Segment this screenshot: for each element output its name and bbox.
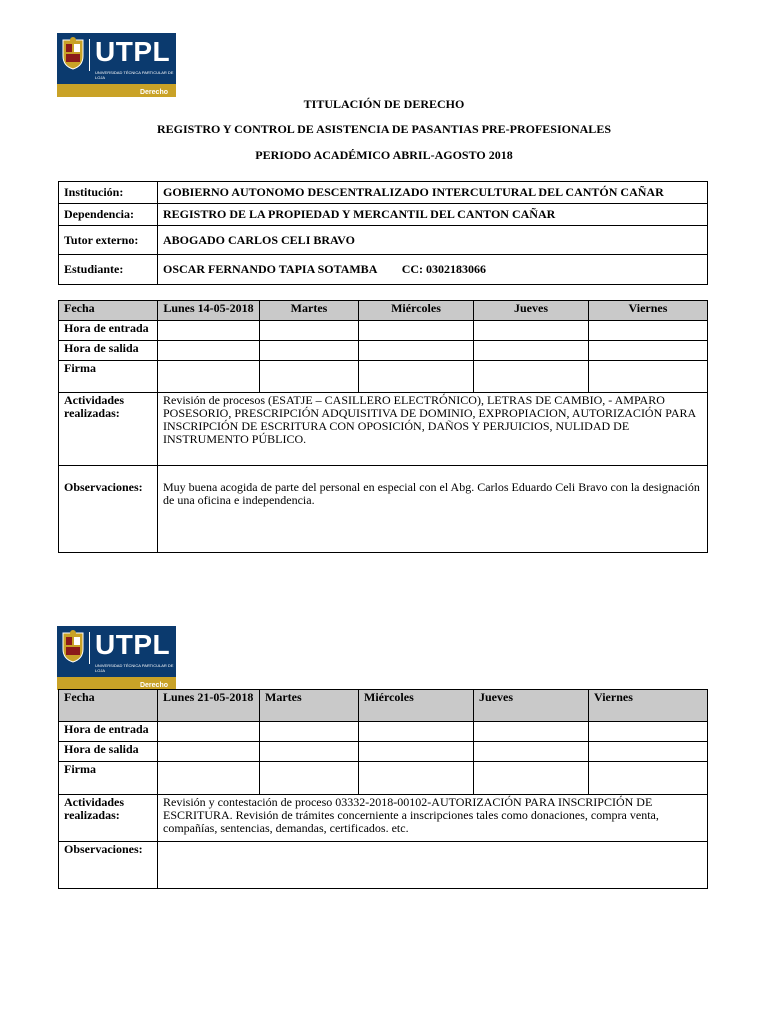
firma-cell	[260, 361, 359, 393]
entrada-label: Hora de entrada	[59, 321, 158, 341]
salida-cell	[474, 742, 589, 762]
student-info-table	[58, 181, 708, 285]
tutor-label: Tutor externo:	[59, 226, 158, 255]
firma-cell	[158, 762, 260, 795]
logo-divider	[89, 39, 90, 71]
salida-cell	[260, 742, 359, 762]
utpl-logo	[57, 626, 176, 690]
logo-brand: UTPL	[95, 629, 171, 660]
day-header: Martes	[260, 301, 359, 321]
salida-label: Hora de salida	[59, 341, 158, 361]
day-header: Martes	[260, 690, 359, 722]
entrada-cell	[474, 321, 589, 341]
crest-icon	[61, 629, 85, 663]
crest-icon	[61, 36, 85, 70]
institucion-label: Institución:	[59, 182, 158, 204]
day-header: Viernes	[589, 690, 708, 722]
cc-value: CC: 0302183066	[401, 262, 487, 276]
day-header: Lunes 14-05-2018	[158, 301, 260, 321]
entrada-cell	[260, 321, 359, 341]
firma-cell	[474, 762, 589, 795]
observaciones-text	[158, 842, 708, 889]
entrada-cell	[359, 321, 474, 341]
logo-divider	[89, 632, 90, 664]
estudiante-value: OSCAR FERNANDO TAPIA SOTAMBA	[163, 262, 377, 276]
salida-label: Hora de salida	[59, 742, 158, 762]
day-header: Lunes 21-05-2018	[158, 690, 260, 722]
estudiante-cell	[158, 255, 708, 285]
logo-brand: UTPL	[95, 36, 171, 67]
entrada-cell	[359, 722, 474, 742]
observaciones-text: Muy buena acogida de parte del personal en especial con el Abg. Carlos Eduardo Celi Bravo con la designación de una oficina e independencia.	[158, 466, 708, 553]
estudiante-label: Estudiante:	[59, 255, 158, 285]
firma-cell	[589, 361, 708, 393]
observaciones-label: Observaciones:	[59, 842, 158, 889]
institucion-value: GOBIERNO AUTONOMO DESCENTRALIZADO INTERCULTURAL DEL CANTÓN CAÑAR	[158, 182, 708, 204]
logo-dept: Derecho	[139, 89, 168, 96]
actividades-text: Revisión de procesos (ESATJE – CASILLERO ELECTRÓNICO), LETRAS DE CAMBIO, - AMPARO POSESORIO, PRESCRIPCIÓN ADQUISITIVA DE DOMINIO, EXPROPIACION, AUTORIZACIÓN PARA INSCRIPCIÓN DE ESCRITURA CON OPOSICIÓN, DAÑOS Y PERJUICIOS, NULIDAD DE INSTRUMENTO PÚBLICO.	[158, 393, 708, 466]
firma-cell	[359, 762, 474, 795]
attendance-table-week-2	[58, 689, 708, 889]
observaciones-label: Observaciones:	[59, 466, 158, 553]
entrada-cell	[589, 722, 708, 742]
day-header: Miércoles	[359, 301, 474, 321]
logo-dept-bar	[57, 84, 176, 97]
actividades-text: Revisión y contestación de proceso 03332-2018-00102-AUTORIZACIÓN PARA INSCRIPCIÓN DE ESCRITURA. Revisión de trámites concerniente a inscripciones tales como donaciones, compra venta, compañías, sentencias, demandas, certificados. etc.	[158, 795, 708, 842]
header-line-2: REGISTRO Y CONTROL DE ASISTENCIA DE PASANTIAS PRE-PROFESIONALES	[157, 122, 611, 136]
dependencia-value: REGISTRO DE LA PROPIEDAD Y MERCANTIL DEL CANTON CAÑAR	[158, 204, 708, 226]
salida-cell	[158, 341, 260, 361]
actividades-label: Actividades realizadas:	[59, 795, 158, 842]
firma-cell	[474, 361, 589, 393]
firma-label: Firma	[59, 762, 158, 795]
fecha-label: Fecha	[59, 690, 158, 722]
attendance-table-week-1	[58, 300, 708, 553]
header-line-1: TITULACIÓN DE DERECHO	[303, 97, 465, 111]
logo-dept: Derecho	[139, 682, 168, 689]
firma-label: Firma	[59, 361, 158, 393]
firma-cell	[158, 361, 260, 393]
entrada-cell	[589, 321, 708, 341]
utpl-logo	[57, 33, 176, 97]
entrada-cell	[158, 321, 260, 341]
day-header: Viernes	[589, 301, 708, 321]
entrada-cell	[260, 722, 359, 742]
header-line-3: PERIODO ACADÉMICO ABRIL-AGOSTO 2018	[255, 148, 513, 162]
salida-cell	[589, 742, 708, 762]
logo-tagline: UNIVERSIDAD TÉCNICA PARTICULAR DE LOJA	[95, 70, 174, 80]
day-header: Miércoles	[359, 690, 474, 722]
salida-cell	[359, 742, 474, 762]
salida-cell	[260, 341, 359, 361]
day-header: Jueves	[474, 690, 589, 722]
logo-tagline: UNIVERSIDAD TÉCNICA PARTICULAR DE LOJA	[95, 663, 174, 673]
salida-cell	[589, 341, 708, 361]
salida-cell	[359, 341, 474, 361]
dependencia-label: Dependencia:	[59, 204, 158, 226]
firma-cell	[359, 361, 474, 393]
salida-cell	[158, 742, 260, 762]
entrada-cell	[158, 722, 260, 742]
entrada-cell	[474, 722, 589, 742]
firma-cell	[260, 762, 359, 795]
firma-cell	[589, 762, 708, 795]
fecha-label: Fecha	[59, 301, 158, 321]
day-header: Jueves	[474, 301, 589, 321]
salida-cell	[474, 341, 589, 361]
tutor-value: ABOGADO CARLOS CELI BRAVO	[158, 226, 708, 255]
actividades-label: Actividades realizadas:	[59, 393, 158, 466]
entrada-label: Hora de entrada	[59, 722, 158, 742]
